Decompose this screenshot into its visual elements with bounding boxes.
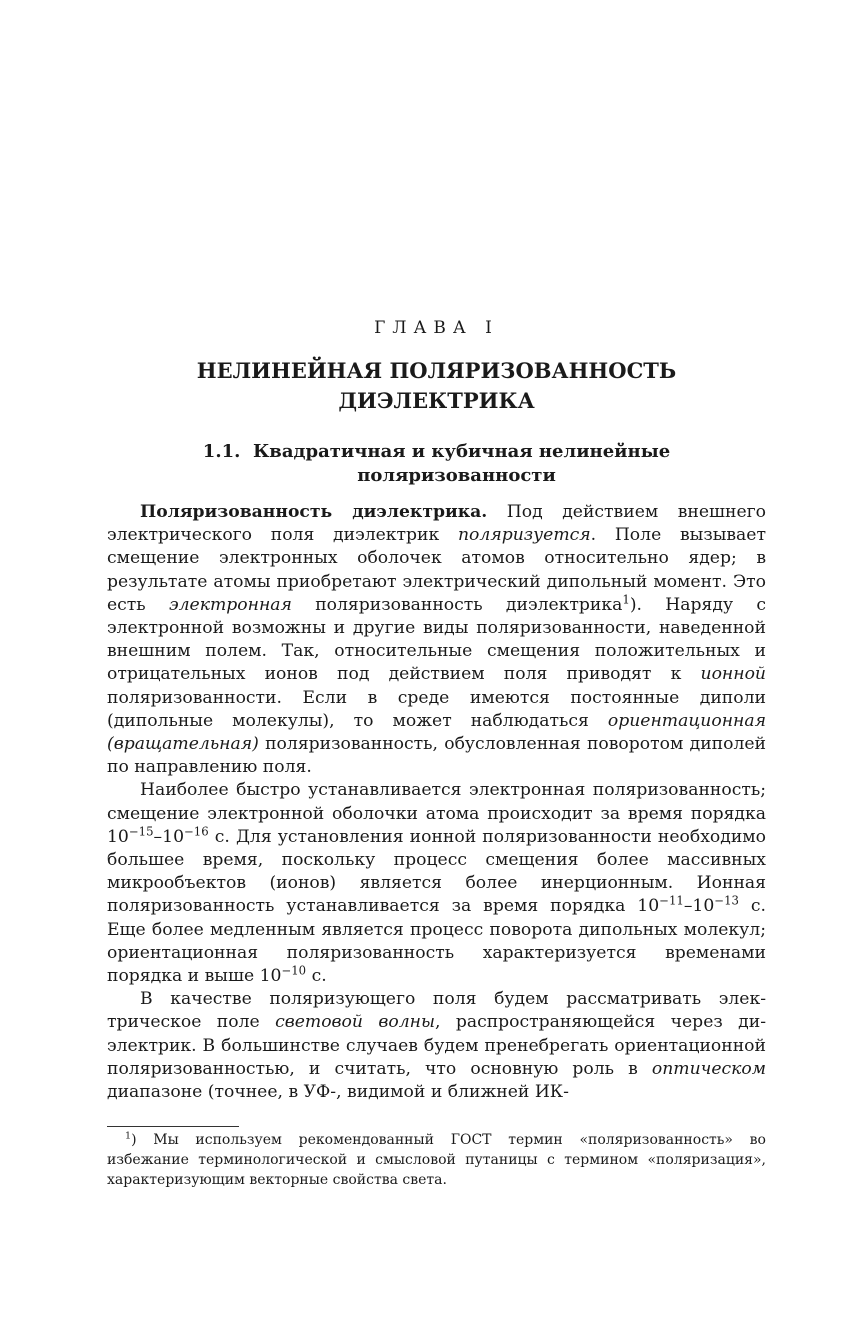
text-run: –10 [683,896,715,917]
section-title-line-1: Квадратичная и кубичная нелинейные [252,441,671,462]
chapter-title [107,356,766,416]
emphasis: ориентационная (вращательная) [107,710,766,755]
section-title-line-2: поляризованности [357,465,556,486]
footnote-marker: 1 [622,592,630,607]
emphasis: оптическом [651,1058,766,1079]
exponent: −15 [128,824,154,839]
footnote-number: 1 [125,1130,132,1142]
exponent: −11 [659,893,684,908]
footnote-rule [107,1126,239,1127]
emphasis: ионной [700,664,766,685]
exponent: −16 [184,824,209,839]
text-run: поляризованности. Если в среде имеются постоянные диполи (дипольные молекулы), то может наблюдаться [107,687,766,731]
exponent: −13 [714,893,739,908]
text-run: с. Еще более медленным является процесс поворота дипольных молекул; ориентационная поляризованность характеризуется временами порядка и выше 10 [107,896,766,987]
text-run: с. [306,966,327,987]
text-run: В качестве поляризующего поля будем рассматривать электрическое поле [107,989,766,1033]
emphasis: поляризуется [457,525,591,546]
text-run: . Поле вызывает смещение электронных оболочек атомов относительно ядер; в результате атомы приобретают электрический дипольный момент. Это есть [107,525,766,615]
text-run: поляризованность диэлектрика [291,594,623,615]
body-text [107,501,766,1104]
text-run: диапазоне (точнее, в УФ-, видимой и ближней ИК- [107,1082,569,1103]
run-in-heading: Поляризованность диэлектрика. [140,502,488,522]
text-run: с. Для установления ионной поляризованности необходимо большее время, поскольку процесс смещения более массивных микрообъектов (ионов) является более инерционным. Ионная поляризованность устанавливается за время порядка 10 [107,826,766,917]
text-run: , распространяющейся через диэлектрик. В большинстве случаев будем пренебрегать ориентационной поляризованностью, и считать, что основную роль в [107,1012,766,1079]
text-run: –10 [153,826,185,847]
text-run: Под действием внешнего электрического поля диэлектрик [107,502,766,546]
text-run: Наиболее быстро устанавливается электронная поляризованность; смещение электронной оболочки атома происходит за время порядка 10 [107,780,766,847]
text-run: ). Наряду с электронной возможны и другие виды поляризованности, наведенной внешним полем. Так, относительные смещения положительных и отрицательных ионов под действием поля приводят к [107,594,766,685]
paragraph-2 [107,779,766,988]
chapter-title-line-1: НЕЛИНЕЙНАЯ ПОЛЯРИЗОВАННОСТЬ [196,358,677,383]
emphasis: электронная [168,594,292,615]
chapter-title-line-2: ДИЭЛЕКТРИКА [338,388,535,413]
paragraph-1 [107,501,766,779]
text-run: поляризованность, обусловленная поворотом диполей по направлению поля. [107,734,766,778]
section-heading-line-1 [107,440,766,464]
chapter-label: ГЛАВА I [374,318,499,338]
emphasis: световой волны [275,1012,435,1033]
footnote-text: ) Мы используем рекомендованный ГОСТ термин «поляризованность» во избежание терминологической и смысловой путаницы с термином «поляризация», характеризующим векторные свойства света. [107,1132,766,1188]
section-heading [107,440,766,488]
footnote [107,1130,766,1190]
section-number: 1.1. [202,441,241,462]
exponent: −10 [281,963,307,978]
paragraph-3 [107,988,766,1104]
